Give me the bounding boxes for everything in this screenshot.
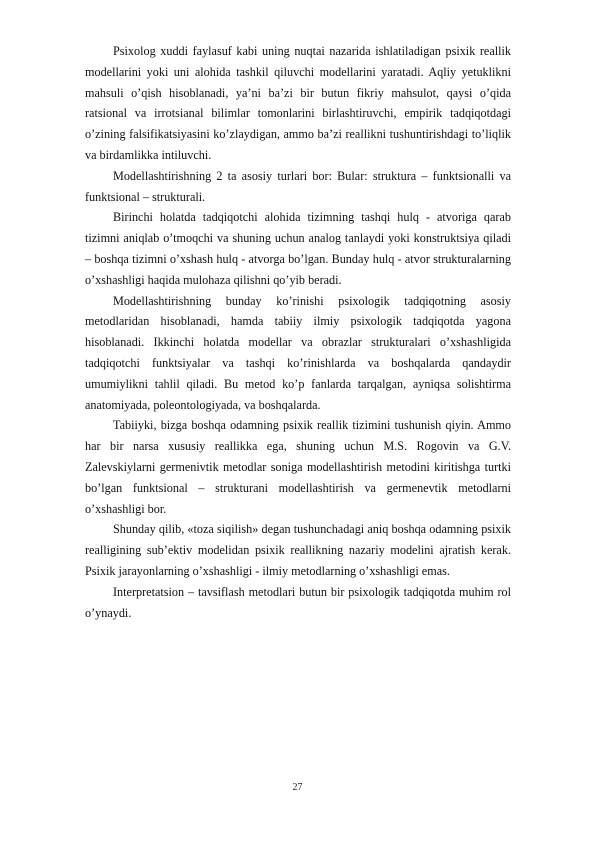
paragraph: Psixolog xuddi faylasuf kabi uning nuqtai nazarida ishlatiladigan psixik reallik modellarini yoki uni alohida tashkil qiluvchi modellarini yaratadi. Aqliy yetuklikni mahsuli o’qish hisoblanadi, ya’ni ba’zi bir butun fikriy mahsulot, qaysi o’qida ratsional va irrotsianal bilimlar tomonlarini birlashtiruvchi, empirik tadqiqotdagi o’zining falsifikatsiyasini ko’zlaydigan, ammo ba’zi reallikni tushuntirishdagi to’liqlik va birdamlikka intiluvchi. — [85, 44, 511, 162]
body-text — [85, 41, 511, 623]
paragraph: Shunday qilib, «toza siqilish» degan tushunchadagi aniq boshqa odamning psixik realligining sub’ektiv modelidan psixik reallikning nazariy modelini ajratish kerak. Psixik jarayonlarning o’xshashligi - ilmiy metodlarning o’xshashligi emas. — [85, 522, 511, 578]
paragraph: Interpretatsion – tavsiflash metodlari butun bir psixologik tadqiqotda muhim rol o’ynaydi. — [85, 584, 511, 620]
page-number: 27 — [292, 782, 303, 793]
paragraph: Birinchi holatda tadqiqotchi alohida tizimning tashqi hulq - atvoriga qarab tizimni aniqlab o’tmoqchi va shuning uchun analog tanlaydi yoki konstruktsiya qiladi – boshqa tizimni o’xshash hulq - atvorga bo’lgan. Bunday hulq - atvor strukturalarning o’xshashligi haqida mulohaza qilishni qo’yib beradi. — [85, 210, 511, 287]
paragraph: Tabiiyki, bizga boshqa odamning psixik reallik tizimini tushunish qiyin. Ammo har bir narsa xususiy reallikka ega, shuning uchun M.S. Rogovin va G.V. Zalevskiylarni germenivtik metodlar soniga modellashtirish metodini kiritishga turtki bo’lgan funktsional – strukturani modellashtirish va germenevtik metodlarni o’xshashligi bor. — [85, 418, 511, 516]
paragraph: Modellashtirishning 2 ta asosiy turlari bor: Bular: struktura – funktsionalli va funktsional – strukturali. — [85, 168, 511, 204]
paragraph: Modellashtirishning bunday ko’rinishi psixologik tadqiqotning asosiy metodlaridan hisoblanadi, hamda tabiiy ilmiy psixologik tadqiqotda yagona hisoblanadi. Ikkinchi holatda modellar va obrazlar strukturalari o’xshashligida tadqiqotchi funktsiyalar va tashqi ko’rinishlarda va boshqalarda qandaydir umumiylikni tahlil qiladi. Bu metod ko’p fanlarda tarqalgan, ayniqsa solishtirma anatomiyada, poleontologiyada, va boshqalarda. — [85, 293, 511, 412]
